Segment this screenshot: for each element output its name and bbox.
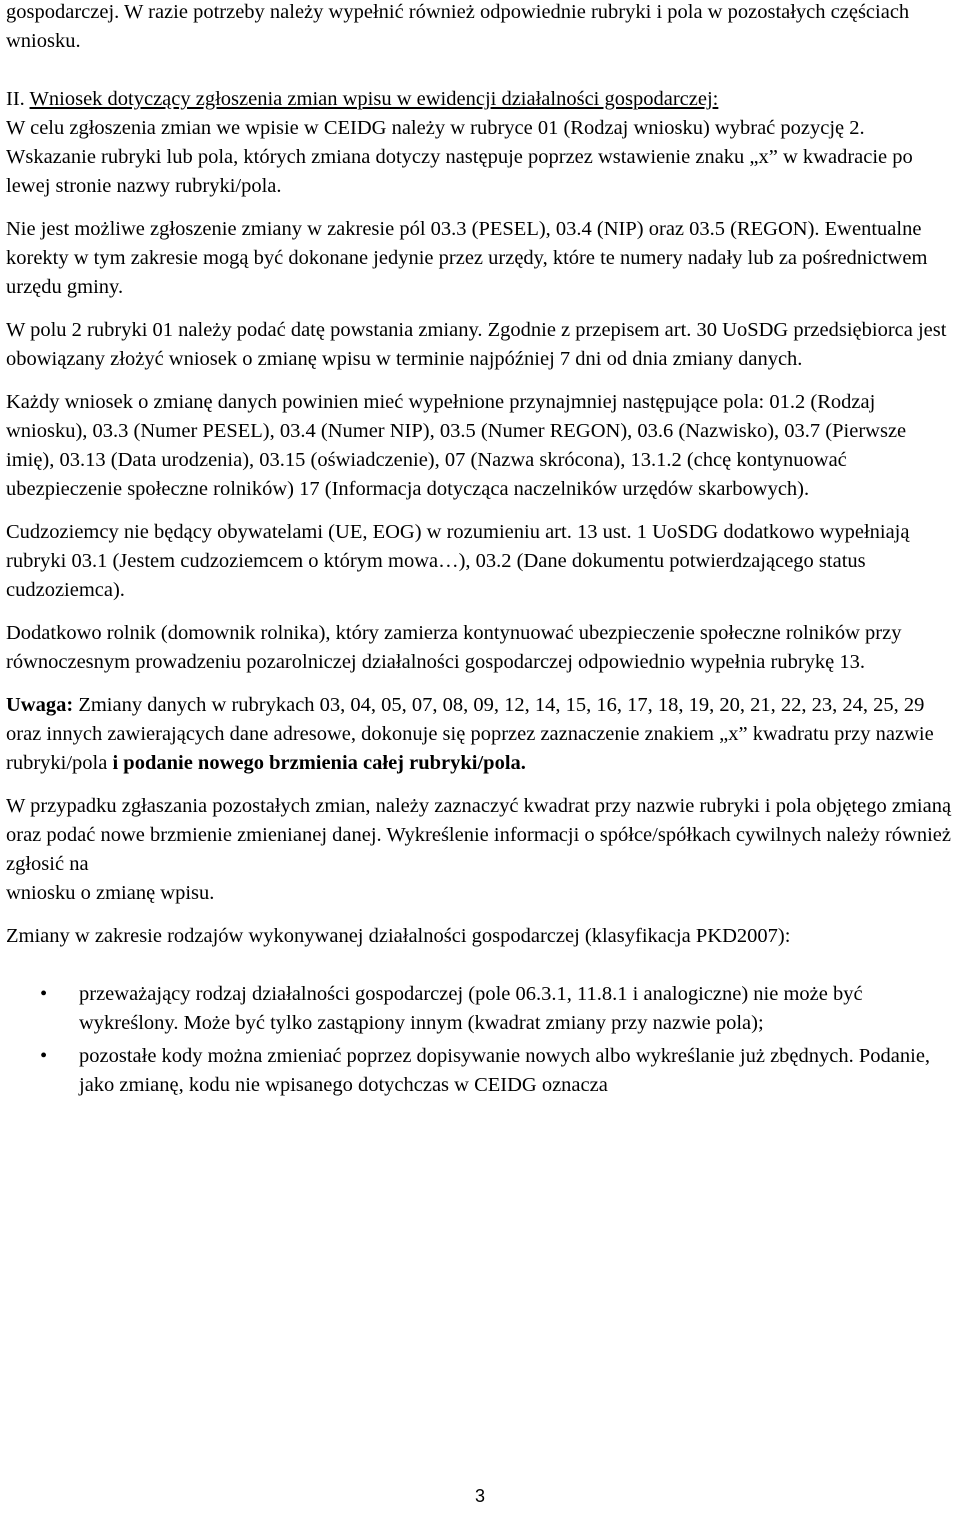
paragraph-pkd: Zmiany w zakresie rodzajów wykonywanej działalności gospodarczej (klasyfikacja PKD2007): xyxy=(6,925,791,947)
paragraph-change-date: W polu 2 rubryki 01 należy podać datę powstania zmiany. Zgodnie z przepisem art. 30 UoSDG przedsiębiorca jest obowiązany złożyć wniosek o zmianę wpisu w terminie najpóźniej 7 dni od dnia zmiany danych. xyxy=(6,319,947,370)
list-item-text: przeważający rodzaj działalności gospodarczej (pole 06.3.1, 11.8.1 i analogiczne) nie może być wykreślony. Może być tylko zastąpiony innym (kwadrat zmiany przy nazwie pola); xyxy=(79,983,863,1034)
list-item xyxy=(6,1042,954,1100)
warning-label: Uwaga: xyxy=(6,694,74,716)
document-page xyxy=(6,0,954,1104)
list-item xyxy=(6,980,954,1038)
list-item-text: pozostałe kody można zmieniać poprzez dopisywanie nowych albo wykreślanie już zbędnych. Podanie, jako zmianę, kodu nie wpisanego dotychczas w CEIDG oznacza xyxy=(79,1045,931,1096)
paragraph-warning xyxy=(6,691,954,778)
intro-paragraph: gospodarczej. W razie potrzeby należy wypełnić również odpowiednie rubryki i pola w pozostałych częściach wniosku. xyxy=(6,1,910,52)
paragraph-change-selection: W celu zgłoszenia zmian we wpisie w CEIDG należy w rubryce 01 (Rodzaj wniosku) wybrać pozycję 2. Wskazanie rubryki lub pola, których zmiana dotyczy następuje poprzez wstawienie znaku „x” w kwadracie po lewej stronie nazwy rubryki/pola. xyxy=(6,117,913,197)
paragraph-other-changes xyxy=(6,792,954,908)
paragraph-farmer: Dodatkowo rolnik (domownik rolnika), który zamierza kontynuować ubezpieczenie społeczne rolników przy równoczesnym prowadzeniu pozarolniczej działalności gospodarczej odpowiednio wypełnia rubrykę 13. xyxy=(6,622,902,673)
pkd-bullet-list xyxy=(6,980,954,1100)
warning-text: Zmiany danych w rubrykach 03, 04, 05, 07, 08, 09, 12, 14, 15, 16, 17, 18, 19, 20, 21, 22, 23, 24, 25, 29 oraz innych zawierających dane adresowe, dokonuje się poprzez zaznaczenie znakiem „x” kwadratu przy nazwie rubryki/pola xyxy=(6,694,934,774)
other-changes-text: W przypadku zgłaszania pozostałych zmian, należy zaznaczyć kwadrat przy nazwie rubryki i pola objętego zmianą oraz podać nowe brzmienie zmienianej danej. Wykreślenie informacji o spółce/spółkach cywilnych należy również zgłosić na xyxy=(6,795,952,875)
section-heading xyxy=(6,85,954,114)
page-number: 3 xyxy=(474,1486,485,1506)
paragraph-required-fields: Każdy wniosek o zmianę danych powinien mieć wypełnione przynajmniej następujące pola: 01.2 (Rodzaj wniosku), 03.3 (Numer PESEL), 03.4 (Numer NIP), 03.5 (Numer REGON), 03.6 (Nazwisko), 03.7 (Pierwsze imię), 03.13 (Data urodzenia), 03.15 (oświadczenie), 07 (Nazwa skrócona), 13.1.2 (chcę kontynuować ubezpieczenie społeczne rolników) 17 (Informacja dotycząca naczelników urzędów skarbowych). xyxy=(6,391,907,500)
bullet-icon: • xyxy=(40,1045,48,1067)
warning-bold-text: i podanie nowego brzmienia całej rubryki/pola. xyxy=(112,752,526,774)
bullet-icon: • xyxy=(40,983,48,1005)
section-number: II. xyxy=(6,88,30,110)
other-changes-tail: wniosku o zmianę wpisu. xyxy=(6,882,215,904)
section-title: Wniosek dotyczący zgłoszenia zmian wpisu w ewidencji działalności gospodarczej: xyxy=(29,88,719,110)
paragraph-immutable-fields: Nie jest możliwe zgłoszenie zmiany w zakresie pól 03.3 (PESEL), 03.4 (NIP) oraz 03.5 (REGON). Ewentualne korekty w tym zakresie mogą być dokonane jedynie przez urzędy, które te numery nadały lub za pośrednictwem urzędu gminy. xyxy=(6,218,928,298)
paragraph-foreigners: Cudzoziemcy nie będący obywatelami (UE, EOG) w rozumieniu art. 13 ust. 1 UoSDG dodatkowo wypełniają rubryki 03.1 (Jestem cudzoziemcem o którym mowa…), 03.2 (Dane dokumentu potwierdzającego status cudzoziemca). xyxy=(6,521,910,601)
